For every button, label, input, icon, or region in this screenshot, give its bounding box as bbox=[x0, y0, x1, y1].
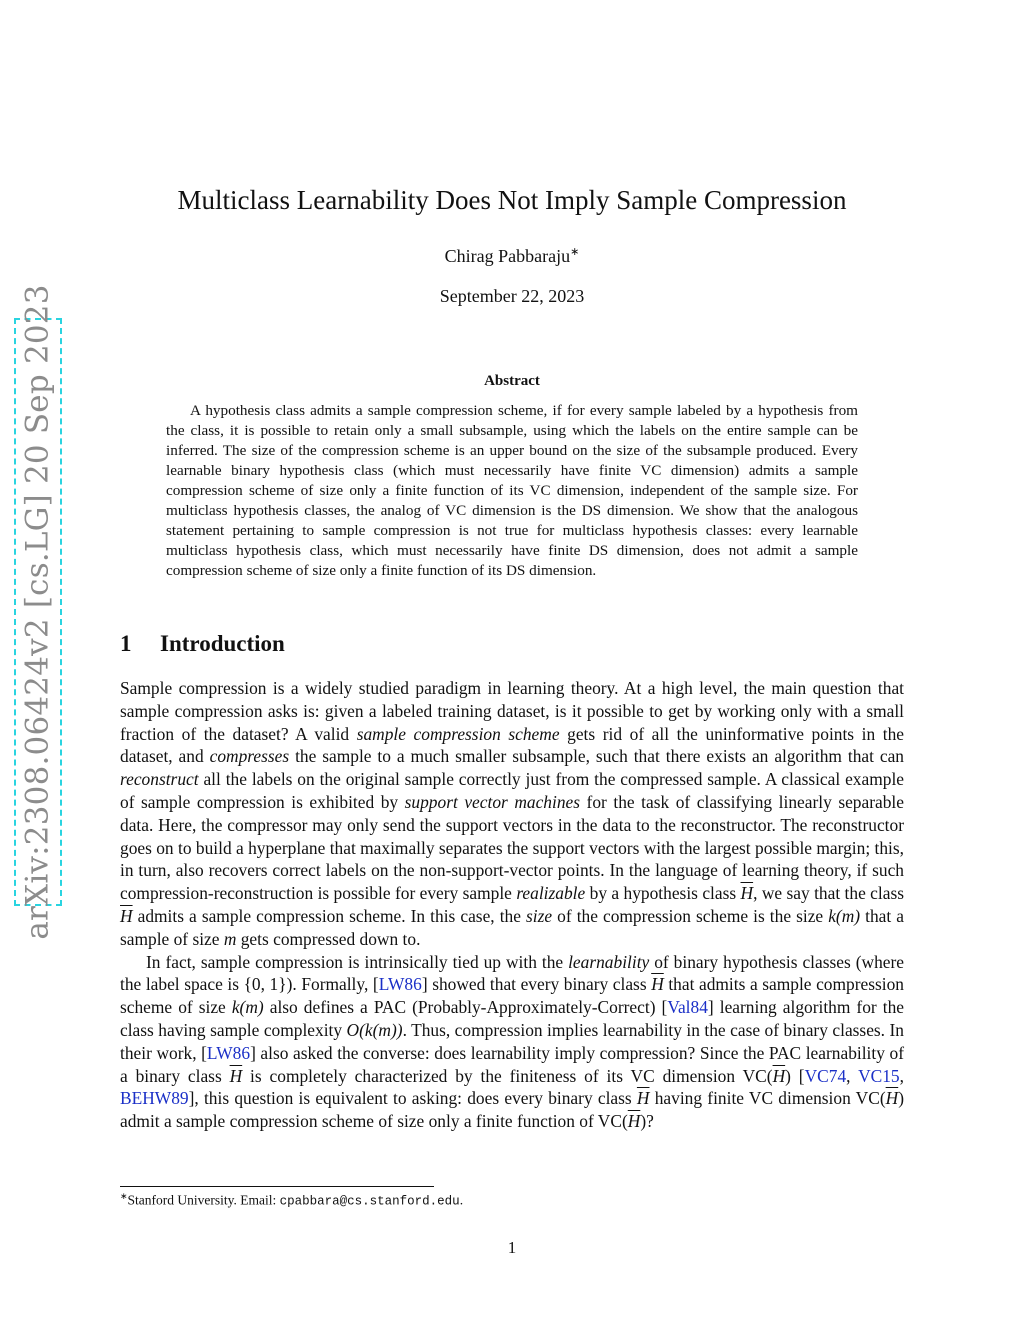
footnote-rule bbox=[120, 1186, 434, 1187]
citation-link[interactable]: LW86 bbox=[378, 974, 422, 995]
footnote: ∗Stanford University. Email: cpabbara@cs.stanford.edu. bbox=[120, 1191, 464, 1209]
hypothesis-class-symbol: $\overline{H}$ bbox=[627, 1111, 641, 1132]
author-name: Chirag Pabbaraju bbox=[444, 246, 571, 266]
citation-link[interactable]: VC15 bbox=[858, 1065, 900, 1086]
citation-link[interactable]: BEHW89 bbox=[120, 1088, 189, 1109]
abstract-heading: Abstract bbox=[484, 373, 540, 389]
intro-paragraph-2: In fact, sample compression is intrinsically tied up with the learnability of binary hypothesis classes (where the label space is {0, 1}). Formally, [LW86] showed that every binary class $\overline{H}$ that admits a sample compression scheme of size k(m) also defines a PAC (Probably-Approximately-Correct) [Val84] learning algorithm for the class having sample complexity O(k(m)). Thus, compression implies learnability in the case of binary classes. In their work, [LW86] also asked the converse: does learnability imply compression? Since the PAC learnability of a binary class $\overline{H}$ is completely characterized by the finiteness of its VC dimension $VC(\overline{H})$ [VC74, VC15, BEHW89], this question is equivalent to asking: does every binary class $\overline{H}$ having finite VC dimension $VC(\overline{H})$ admit a sample compression scheme of size only a finite function of $VC(\overline{H})$? bbox=[120, 951, 904, 1132]
footnote-mark: ∗ bbox=[120, 1191, 128, 1201]
author-footnote-mark[interactable]: ∗ bbox=[570, 246, 580, 258]
author-line bbox=[0, 245, 1024, 267]
footnote-email[interactable]: cpabbara@cs.stanford.edu bbox=[279, 1194, 460, 1209]
citation-link[interactable]: VC74 bbox=[804, 1065, 847, 1086]
hypothesis-class-symbol: $\overline{H}$ bbox=[636, 1088, 650, 1109]
hypothesis-class-symbol: $\overline{H}$ bbox=[120, 905, 133, 926]
arxiv-identifier-stamp bbox=[14, 284, 62, 940]
citation-link[interactable]: Val84 bbox=[667, 997, 708, 1018]
abstract-text: A hypothesis class admits a sample compression scheme, if for every sample labeled by a hypothesis from the class, it is possible to retain only a small subsample, using which the labels on the entire sample can be inferred. The size of the compression scheme is an upper bound on the size of the subsample produced. Every learnable binary hypothesis class (which must necessarily have finite VC dimension) admits a sample compression scheme of size only a finite function of its VC dimension, independent of the sample size. For multiclass hypothesis classes, the analog of VC dimension is the DS dimension. We show that the analogous statement pertaining to sample compression is not true for multiclass hypothesis classes: every learnable multiclass hypothesis class, which must necessarily have finite DS dimension, does not admit a sample compression scheme of size only a finite function of its DS dimension. bbox=[166, 402, 858, 579]
hypothesis-class-symbol: $\overline{H}$ bbox=[885, 1088, 899, 1109]
introduction-body bbox=[120, 677, 904, 1133]
citation-link[interactable]: LW86 bbox=[206, 1042, 251, 1063]
footnote-text: Stanford University. Email: bbox=[127, 1192, 280, 1208]
hypothesis-class-symbol: $\overline{H}$ bbox=[772, 1065, 786, 1086]
section-number: 1 bbox=[120, 631, 132, 656]
paper-title: Multiclass Learnability Does Not Imply Sample Compression bbox=[177, 185, 847, 215]
hypothesis-class-symbol: $\overline{H}$ bbox=[740, 883, 754, 904]
intro-paragraph-1: Sample compression is a widely studied paradigm in learning theory. At a high level, the main question that sample compression asks is: given a labeled training dataset, is it possible to get by working only with a small fraction of the dataset? A valid sample compression scheme gets rid of all the uninformative points in the dataset, and compresses the sample to a much smaller subsample, such that there exists an algorithm that can reconstruct all the labels on the original sample correctly just from the compressed sample. A classical example of sample compression is exhibited by support vector machines for the task of classifying linearly separable data. Here, the compressor may only send the support vectors in the data to the reconstructor. The reconstructor goes on to build a hyperplane that maximally separates the support vectors with the largest possible margin; this, in turn, also recovers correct labels on the non-support-vector points. In the language of learning theory, if such compression-reconstruction is possible for every sample realizable by a hypothesis class $\overline{H}$, we say that the class $\overline{H}$ admits a sample compression scheme. In this case, the size of the compression scheme is the size k(m) that a sample of size m gets compressed down to. bbox=[120, 678, 905, 949]
arxiv-identifier-text: arXiv:2308.06424v2 [cs.LG] 20 Sep 2023 bbox=[20, 284, 57, 940]
page-number: 1 bbox=[507, 1238, 517, 1257]
hypothesis-class-symbol: $\overline{H}$ bbox=[651, 974, 664, 995]
hypothesis-class-symbol: $\overline{H}$ bbox=[229, 1065, 243, 1086]
section-heading bbox=[120, 631, 285, 657]
section-title: Introduction bbox=[160, 631, 285, 656]
paper-date: September 22, 2023 bbox=[439, 286, 585, 306]
